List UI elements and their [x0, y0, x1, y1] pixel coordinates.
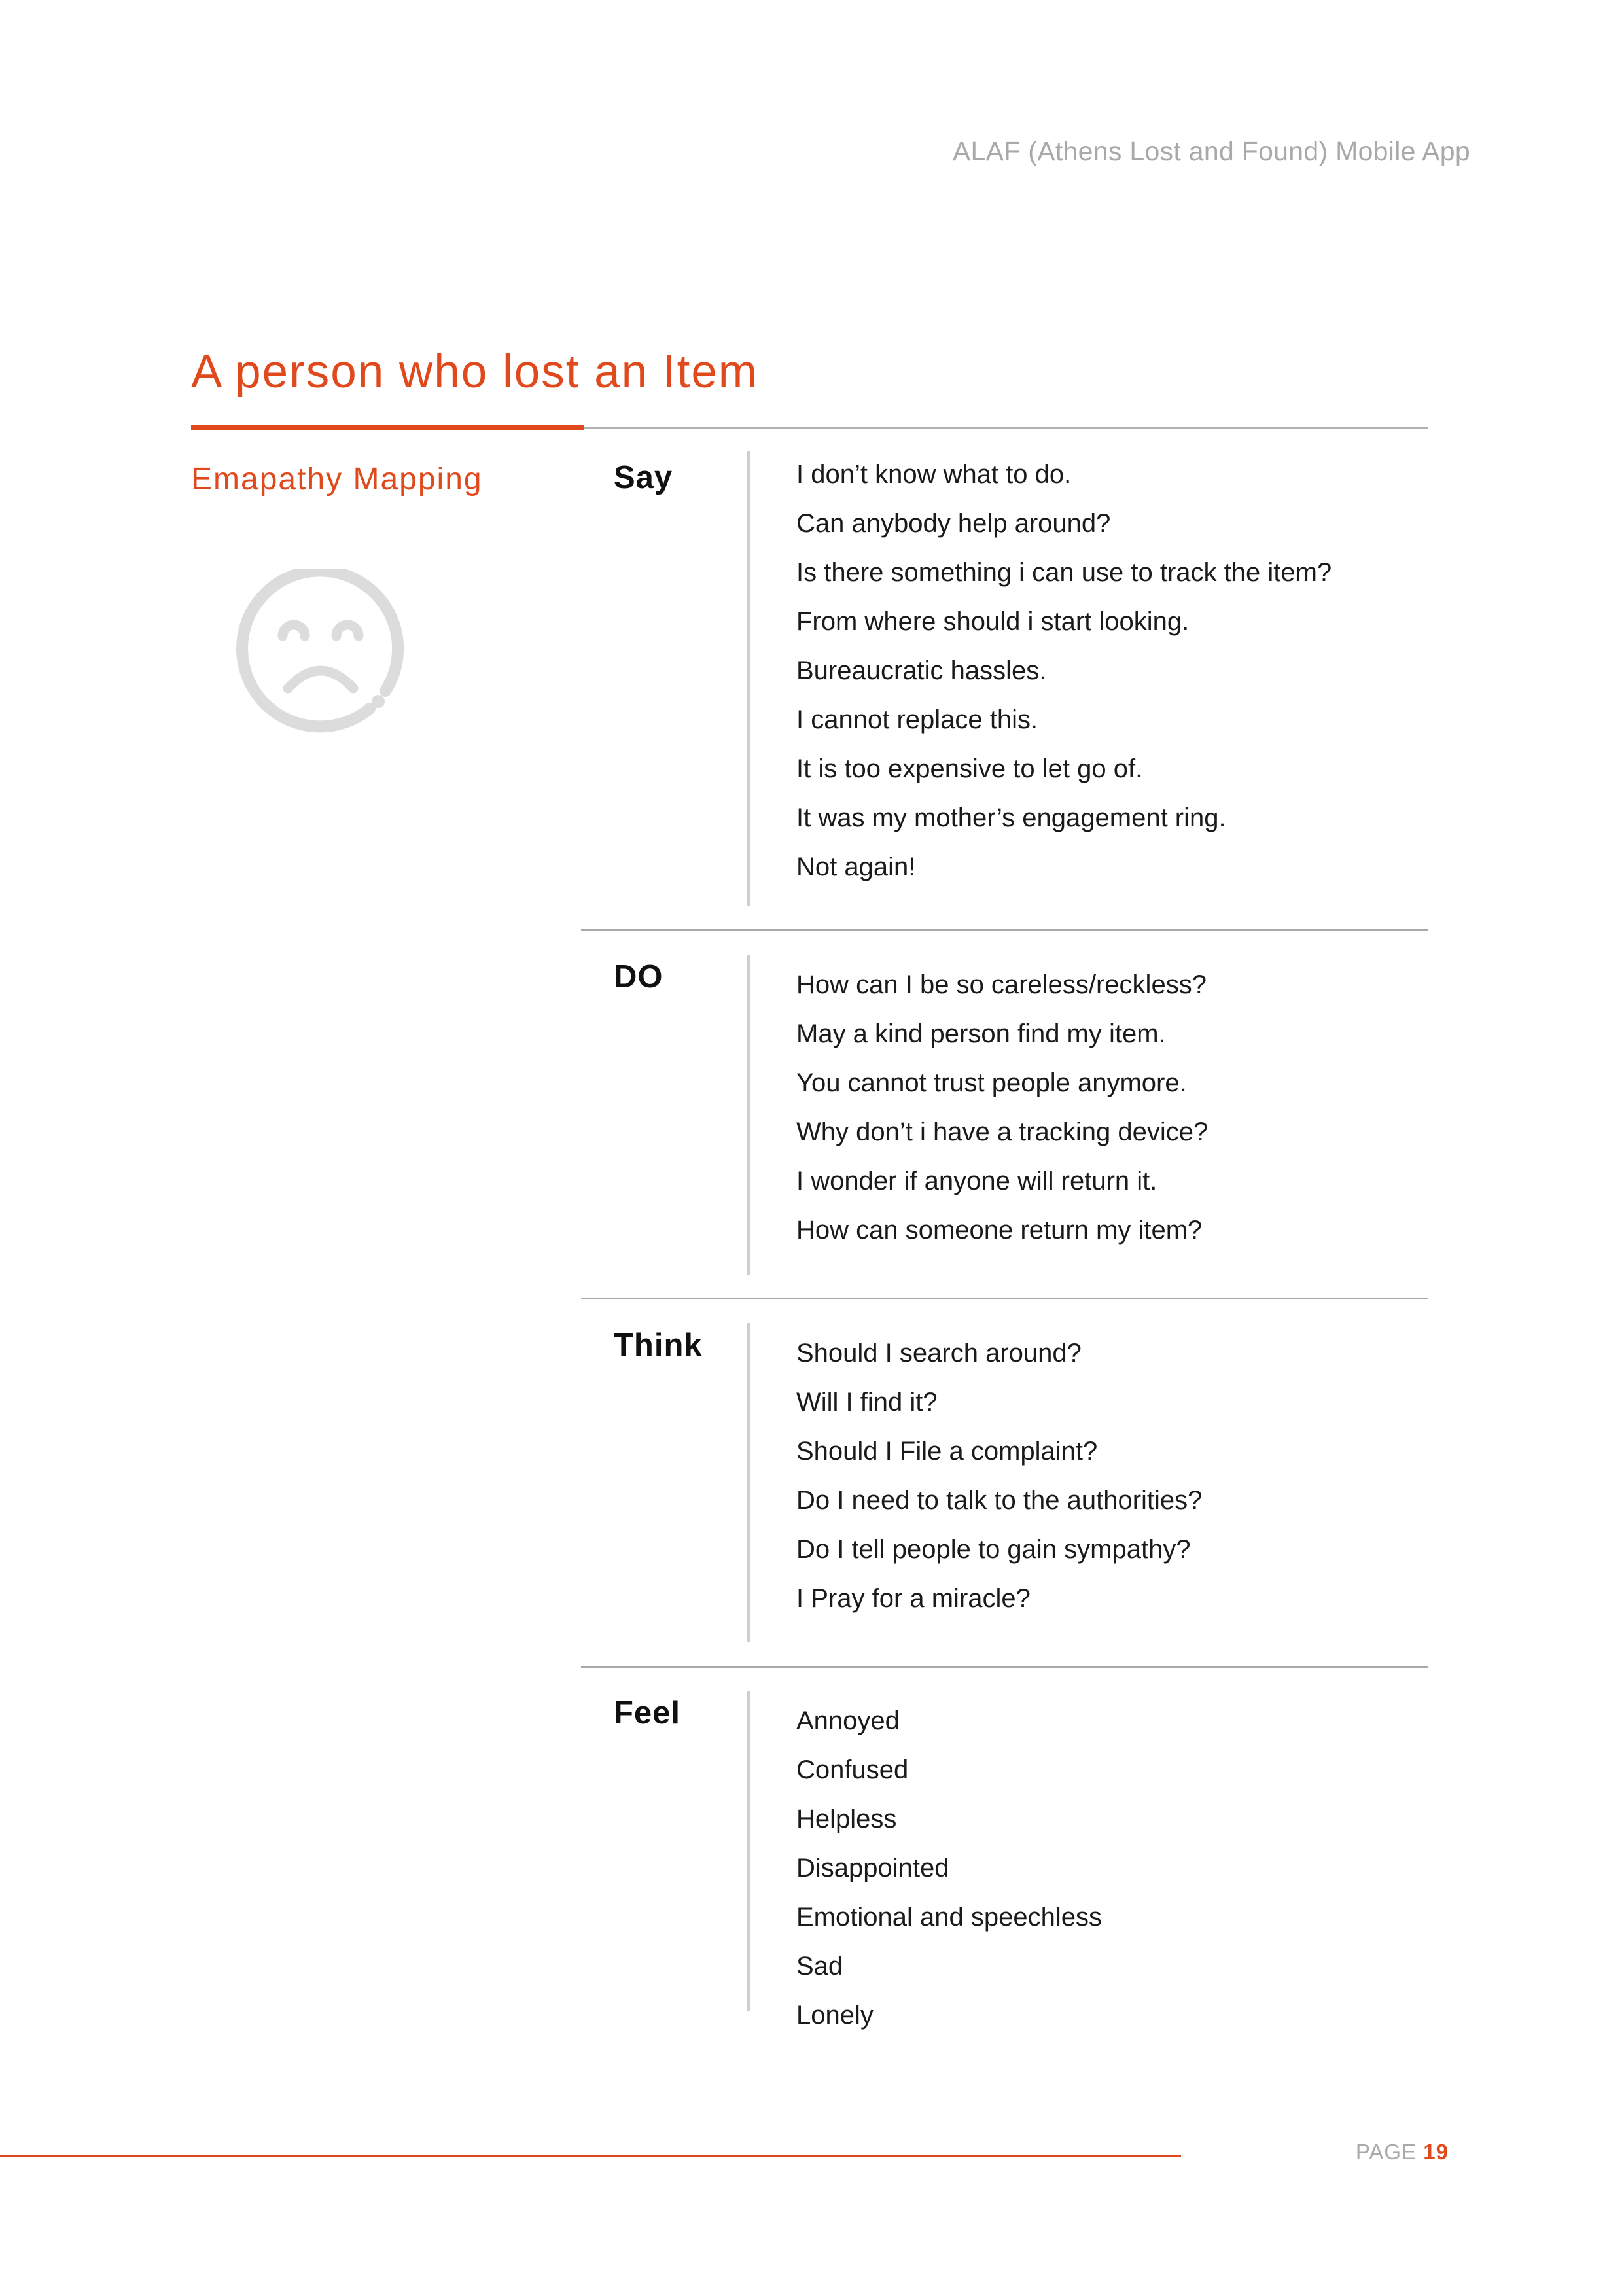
section-divider	[581, 1666, 1428, 1668]
list-item: Can anybody help around?	[796, 509, 1111, 538]
list-item: It was my mother’s engagement ring.	[796, 804, 1226, 832]
page-title: A person who lost an Item	[191, 346, 758, 398]
list-item: Why don’t i have a tracking device?	[796, 1118, 1209, 1146]
list-item: Will I find it?	[796, 1388, 938, 1417]
list-item: From where should i start looking.	[796, 607, 1190, 636]
list-item: Bureaucratic hassles.	[796, 656, 1047, 685]
list-item: How can I be so careless/reckless?	[796, 970, 1207, 999]
section-divider	[581, 929, 1428, 931]
list-item: I don’t know what to do.	[796, 460, 1072, 489]
section-divider	[581, 1298, 1428, 1299]
section-label-do: DO	[614, 959, 663, 995]
section-vertical-divider	[747, 1691, 750, 2011]
list-item: Disappointed	[796, 1854, 949, 1882]
list-item: Sad	[796, 1952, 843, 1981]
list-item: Emotional and speechless	[796, 1903, 1102, 1932]
list-item: Do I tell people to gain sympathy?	[796, 1535, 1191, 1564]
list-item: May a kind person find my item.	[796, 1019, 1166, 1048]
list-item: How can someone return my item?	[796, 1216, 1203, 1245]
list-item: You cannot trust people anymore.	[796, 1069, 1187, 1097]
list-item: Should I File a complaint?	[796, 1437, 1098, 1466]
page-number-label: PAGE	[1355, 2140, 1417, 2164]
section-label-feel: Feel	[614, 1695, 681, 1731]
section-vertical-divider	[747, 1323, 750, 1642]
list-item: Should I search around?	[796, 1339, 1082, 1368]
section-list-feel	[796, 1697, 1102, 2040]
list-item: Helpless	[796, 1805, 897, 1833]
section-list-do	[796, 961, 1208, 1255]
section-label-think: Think	[614, 1328, 703, 1363]
list-item: Not again!	[796, 853, 916, 881]
page-number-value: 19	[1423, 2140, 1449, 2164]
section-vertical-divider	[747, 955, 750, 1275]
sad-face-icon	[236, 569, 406, 739]
list-item: Is there something i can use to track the item?	[796, 558, 1332, 587]
list-item: I Pray for a miracle?	[796, 1584, 1031, 1613]
list-item: Do I need to talk to the authorities?	[796, 1486, 1203, 1515]
section-vertical-divider	[747, 451, 750, 906]
section-list-say	[796, 450, 1332, 892]
footer-rule	[0, 2155, 1181, 2157]
section-list-think	[796, 1329, 1202, 1623]
title-accent-bar	[191, 425, 584, 430]
list-item: I wonder if anyone will return it.	[796, 1167, 1157, 1195]
list-item: I cannot replace this.	[796, 705, 1038, 734]
list-item: Annoyed	[796, 1706, 900, 1735]
section-subtitle: Emapathy Mapping	[191, 462, 483, 497]
list-item: Confused	[796, 1756, 909, 1784]
section-label-say: Say	[614, 460, 673, 495]
document-header-title: ALAF (Athens Lost and Found) Mobile App	[952, 136, 1470, 166]
list-item: It is too expensive to let go of.	[796, 754, 1143, 783]
list-item: Lonely	[796, 2001, 874, 2030]
page-number	[1356, 2140, 1449, 2164]
